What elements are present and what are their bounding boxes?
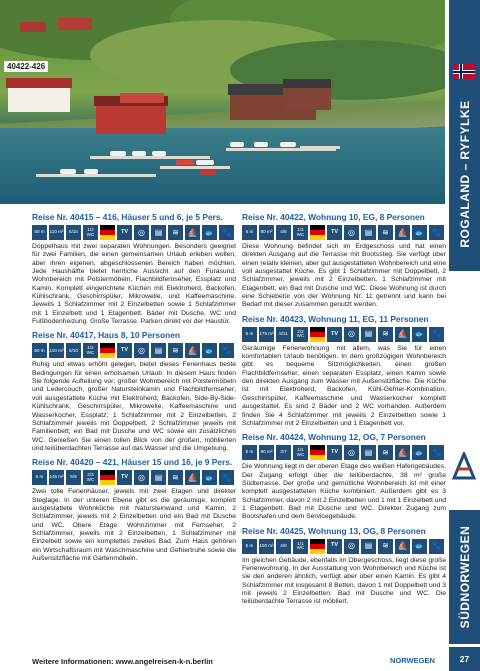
region-side-tab-bottom: SÜDNORWEGEN — [449, 510, 480, 644]
amenity-badge: 5/11 — [276, 327, 291, 342]
entry-description: Geräumige Ferienwohnung mit allem, was Sie für einen komfortablen Urlaub benötigen. In dem großzügigen Wohnbereich gibt es bequeme Sitzmöglichkeiten, einen großen Flachbildfernseher, einen separaten Essplatz, einen Kamin sowie den direkten Ausgang zum Wasser mit Außensitzfläche. Die Küche ist mit Elektroherd, Backofen, Kühl-Gefrier-Kombination, Geschirrspüler, Kaffeemaschine und Wasserkocher komplett ausgestattet. Es sind 2 Bäder und 2 WC vorhanden. Außerdem finden Sie 4 Schlafzimmer mit jeweils 2 Einzelbetten sowie 1 Schlafzimmer mit 2 Einzelbetten und 1 Etagenbett vor. — [242, 344, 446, 427]
washer-icon: ◎ — [344, 539, 359, 554]
amenity-badge: 5 m — [242, 327, 257, 342]
entry-description: Doppelhaus mit zwei separaten Wohnungen. Besonders geeignet für zwei Familien, die einen gemeinsamen Urlaub erleben wollen, aber ihren eigenen, abgeschlossenen Bereich haben möchten. Jede Haushälfte bietet herrliche Aussicht auf den Furasund. Wohnbereich mit Polstermöbeln, Flachbildfernseher, Essplatz und Kamin. Komplett eingerichtete Küchen mit Elektroherd, Backofen, Kühlschrank, Geschirrspüler, Mikrowelle, und Kaffeemaschine. Jeweils 1 Schlafzimmer mit 2 Einzelbetten sowie 1 Schlafzimmer mit 1 Einzelbett und 1 Etagenbett. Bäder mit Dusche, WC und Fußbodenheizung. Große Terrasse. Parken direkt vor der Haustür. — [32, 243, 236, 326]
amenity-badge: 5 m — [242, 539, 257, 554]
boat-icon: ⛵ — [395, 225, 410, 240]
amenity-badge: 5/9 — [66, 470, 81, 485]
washer-icon: ◎ — [134, 470, 149, 485]
entry-description: Die Wohnung liegt in der oberen Etage des weißen Hafengebäudes. Der Zugang erfolgt über die teilüberdachte, 38 m² große Südterrasse. Der große und gemütliche Wohnbereich ist mit einer komplett ausgestatteten Küche kombiniert. Außerdem gibt es 3 Schlafzimmer, davon 2 mit 2 Einzelbetten und 1 mit 1 Einzelbett und 1 Etagenbett. Bad mit Dusche und WC. Direkter Zugang zum Bootshafen und dem Servicegebäude. — [242, 463, 447, 521]
entry-title: Reise Nr. 40422, Wohnung 10, EG, 8 Personen — [242, 212, 425, 222]
region-side-tab — [449, 0, 480, 271]
amenity-badge: TV — [117, 470, 132, 485]
amenity-badge: 80 m² — [259, 445, 274, 460]
wifi-icon: ≋ — [378, 445, 393, 460]
dishwasher-icon: ▤ — [151, 225, 166, 240]
amenity-badge: 3/7 — [276, 445, 291, 460]
washer-icon: ◎ — [344, 327, 359, 342]
footer-country: NORWEGEN — [390, 656, 435, 665]
wifi-icon: ≋ — [378, 539, 393, 554]
dishwasher-icon: ▤ — [151, 343, 166, 358]
page-number: 27 — [449, 647, 480, 671]
amenity-badge: 2/3 WC — [83, 470, 98, 485]
photo-tag: 40422-426 — [4, 61, 48, 72]
boat-icon: ⛵ — [395, 327, 410, 342]
amenity-badge: 50 m — [32, 343, 47, 358]
fishing-icon: 🐟 — [412, 225, 427, 240]
amenity-icons — [242, 539, 446, 554]
amenity-badge: 175 m² — [259, 327, 274, 342]
entry-title: Reise Nr. 40423, Wohnung 11, EG, 11 Personen — [242, 313, 429, 324]
region-label-top: ROGALAND – RYFYLKE — [457, 100, 472, 248]
amenity-badge: 2/2 WC — [293, 327, 308, 342]
german-flag-icon — [310, 445, 325, 460]
amenity-icons — [32, 225, 236, 240]
entry-title: Reise Nr. 40424, Wohnung 12, OG, 7 Personen — [242, 432, 426, 443]
dishwasher-icon: ▤ — [361, 539, 376, 554]
boat-icon: ⛵ — [395, 539, 410, 554]
wifi-icon: ≋ — [168, 343, 183, 358]
amenity-badge: 145 m² — [49, 470, 64, 485]
pet-icon: 🐾 — [219, 470, 234, 485]
german-flag-icon — [100, 225, 115, 240]
boat-icon: ⛵ — [185, 470, 200, 485]
german-flag-icon — [310, 225, 325, 240]
washer-icon: ◎ — [134, 225, 149, 240]
pet-icon: 🐾 — [429, 445, 444, 460]
entry-description: Ruhig und etwas erhöht gelegen, bietet dieses Ferienhaus beste Bedingungen für einen erholsamen Urlaub. In diesem Haus finden Sie folgende Aufteilung vor: großer Wohnbereich mit Polstermöbeln und Ledercouch, großer Natursteinkamin und Flachbildfernseher; voll ausgestattete Küche mit Elektroherd, Backofen, Side-By-Side-Kühlschrank, Geschirrspüler, Mikrowelle, Kaffeemaschine und Wasserkocher, Essplatz; 1 Schlafzimmer mit 2 Einzelbetten, 2 Schlafzimmer jeweils mit Doppelbett, 2 Schlafzimmer jeweils mit Familienbett; ein Bad mit Dusche und WC sowie ein zusätzliches WC. Genießen Sie einen tollen Blick von der großen, möblierten und teilüberdachten Terrasse auf das Wasser und die Umgebung. — [32, 361, 236, 452]
dishwasher-icon: ▤ — [151, 470, 166, 485]
amenity-icons — [32, 343, 236, 358]
amenity-badge: 4/8 — [276, 539, 291, 554]
amenity-icons — [32, 470, 236, 485]
amenity-badge: TV — [327, 539, 342, 554]
boat-icon: ⛵ — [185, 343, 200, 358]
amenity-badge: 5 m — [242, 225, 257, 240]
pet-icon: 🐾 — [219, 343, 234, 358]
fishing-icon: 🐟 — [202, 225, 217, 240]
pet-icon: 🐾 — [429, 539, 444, 554]
entry-description: Zwei tolle Ferienhäuser, jeweils mit zwei Etagen und direkter Steglage. In der unteren Ebene gibt es die geräumige, komplett ausgestattete Wohnküche mit Natursteinwand und Kamin, 2 Schlafzimmer, jeweils mit 2 Einzelbetten und ein Bad mit Dusche und WC. Obere Etage: Wohnzimmer mit Fernseher, 2 Schlafzimmer, jeweils mit 2 Einzelbetten, 1 Schlafzimmer mit Einzelbett sowie ein komplettes zweites Bad. Zum Haus gehören ein Wirtschaftsraum mit Waschmaschine und Gefriertruhe sowie die Außensitzfläche mit Gartenmöbeln. — [32, 488, 236, 562]
amenity-badge: 1/1 WC — [293, 539, 308, 554]
amenity-badge: 110 m² — [49, 225, 64, 240]
hero-photo — [0, 0, 445, 204]
entry-title: Reise Nr. 40425, Wohnung 13, OG, 8 Personen — [242, 525, 426, 536]
entry-title: Reise Nr. 40420 – 421, Häuser 15 und 16, je 9 Pers. — [32, 457, 233, 468]
amenity-badge: 5 m — [242, 445, 257, 460]
german-flag-icon — [100, 470, 115, 485]
washer-icon: ◎ — [344, 225, 359, 240]
boat-icon: ⛵ — [395, 445, 410, 460]
wifi-icon: ≋ — [168, 225, 183, 240]
german-flag-icon — [100, 343, 115, 358]
amenity-icons — [242, 327, 446, 342]
amenity-badge: 4/8 — [276, 225, 291, 240]
amenity-badge: 100 m² — [259, 539, 274, 554]
fishing-icon: 🐟 — [412, 327, 427, 342]
entry-title: Reise Nr. 40417, Haus 8, 10 Personen — [32, 330, 181, 341]
amenity-badge: 1/1 WC — [293, 225, 308, 240]
amenity-badge: 1/1 WC — [293, 445, 308, 460]
washer-icon: ◎ — [134, 343, 149, 358]
entry-description: Im gleichen Gebäude, ebenfalls im Obergeschoss, liegt diese große Ferienwohnung. In der Ausstattung von Wohnbereich und Küche ist sie den anderen ähnlich, verfügt aber über einen Kamin. Es gibt 4 Schlafzimmer mit insgesamt 8 Betten, davon 1 mit Doppelbett und 3 mit jeweils 2 Einzelbetten. Bad mit Dusche und WC. Die teilüberdachte Terrasse ist möbliert. — [242, 556, 446, 606]
footer-more-info: Weitere Informationen: www.angelreisen-k-n.berlin — [32, 657, 213, 666]
wifi-icon: ≋ — [378, 327, 393, 342]
pet-icon: 🐾 — [429, 327, 444, 342]
pet-icon: 🐾 — [429, 225, 444, 240]
norway-flag-icon — [453, 64, 475, 79]
amenity-badge: 110 m² — [49, 343, 64, 358]
dishwasher-icon: ▤ — [361, 225, 376, 240]
dishwasher-icon: ▤ — [361, 327, 376, 342]
left-column — [32, 212, 236, 567]
fishing-icon: 🐟 — [412, 539, 427, 554]
amenity-badge: 1/2 WC — [83, 225, 98, 240]
amenity-badge: 5/10 — [66, 343, 81, 358]
amenity-badge: 1/2 WC — [83, 343, 98, 358]
german-flag-icon — [310, 327, 325, 342]
amenity-badge: TV — [117, 225, 132, 240]
fishing-icon: 🐟 — [202, 470, 217, 485]
dishwasher-icon: ▤ — [361, 445, 376, 460]
amenity-icons — [242, 225, 446, 240]
brand-logo-icon — [452, 452, 476, 480]
boat-icon: ⛵ — [185, 225, 200, 240]
amenity-badge: TV — [327, 445, 342, 460]
fishing-icon: 🐟 — [412, 445, 427, 460]
entry-description: Diese Wohnung befindet sich im Erdgeschoss und hat einen direkten Ausgang auf die Terrasse mit Bootssteg. Sie verfügt über einen relativ kleinen, aber gut ausgestatteten Wohnbereich und eine voll ausgestattet Küche. Es gibt 1 Schlafzimmer mit Doppelbett, 2 Schlafzimmer, jeweils mit 2 Einzelbetten, 1 Schlafzimmer mit Etagenbett, ein Bad mit Dusche und WC. Diese Wohnung ist durch eine Schiebetür von der Wohnung Nr. 11 getrennt und kann bei Bedarf mit dieser zusammen genutzt werden. — [242, 243, 446, 309]
right-column — [242, 212, 446, 611]
amenity-badge: 80 m² — [259, 225, 274, 240]
fishing-icon: 🐟 — [202, 343, 217, 358]
pet-icon: 🐾 — [219, 225, 234, 240]
amenity-badge: TV — [327, 327, 342, 342]
amenity-badge: 50 m — [32, 225, 47, 240]
amenity-badge: 5 m — [32, 470, 47, 485]
amenity-badge: TV — [327, 225, 342, 240]
amenity-icons — [242, 445, 446, 460]
amenity-badge: 5/10 — [66, 225, 81, 240]
washer-icon: ◎ — [344, 445, 359, 460]
wifi-icon: ≋ — [168, 470, 183, 485]
entry-title: Reise Nr. 40415 – 416, Häuser 5 und 6, je 5 Pers. — [32, 212, 223, 222]
wifi-icon: ≋ — [378, 225, 393, 240]
german-flag-icon — [310, 539, 325, 554]
amenity-badge: TV — [117, 343, 132, 358]
